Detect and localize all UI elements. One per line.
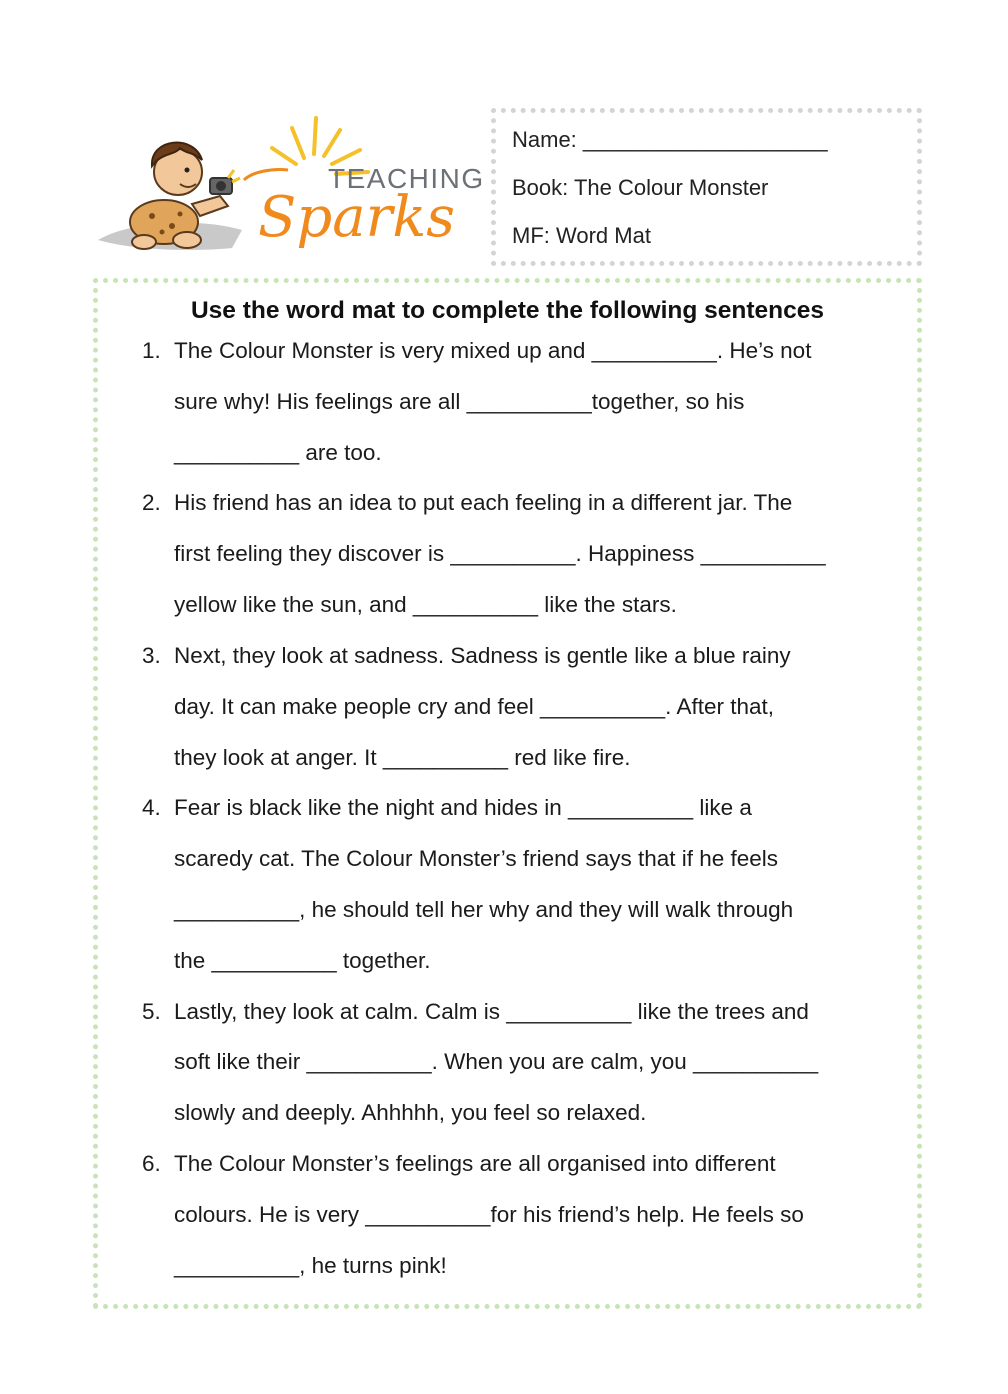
- sentence-line: the __________ together.: [174, 948, 431, 973]
- sentence-line: first feeling they discover is __________. Happiness __________: [174, 541, 826, 566]
- sentence-line: The Colour Monster is very mixed up and __________. He’s not: [174, 338, 812, 363]
- sentence-number: 2.: [142, 490, 161, 515]
- sentence-line: His friend has an idea to put each feeling in a different jar. The: [174, 490, 793, 515]
- swoosh-shape: [244, 169, 288, 180]
- sentence-line: Next, they look at sadness. Sadness is gentle like a blue rainy: [174, 643, 791, 668]
- sentence-line: day. It can make people cry and feel __________. After that,: [174, 694, 774, 719]
- sentence-number: 3.: [142, 643, 161, 668]
- sentence-line: __________, he turns pink!: [174, 1253, 447, 1278]
- teaching-sparks-logo: [92, 108, 482, 266]
- book-label: Book: The Colour Monster: [512, 175, 769, 200]
- sentence-number: 4.: [142, 795, 161, 820]
- sentence-number: 5.: [142, 999, 161, 1024]
- logo-teaching-text: TEACHING: [328, 163, 482, 194]
- student-info-box: [491, 108, 922, 266]
- sentence-line: scaredy cat. The Colour Monster’s friend says that if he feels: [174, 846, 779, 871]
- sentence-line: slowly and deeply. Ahhhhh, you feel so relaxed.: [174, 1100, 647, 1125]
- sentence-line: yellow like the sun, and __________ like the stars.: [174, 592, 677, 617]
- sentence-line: Lastly, they look at calm. Calm is __________ like the trees and: [174, 999, 809, 1024]
- sentence-line: sure why! His feelings are all __________together, so his: [174, 389, 745, 414]
- mf-label: MF: Word Mat: [512, 223, 651, 248]
- sentence-line: The Colour Monster’s feelings are all organised into different: [174, 1151, 776, 1176]
- sentence-line: __________, he should tell her why and they will walk through: [174, 897, 794, 922]
- sentence-line: Fear is black like the night and hides in __________ like a: [174, 795, 752, 820]
- logo-sparks-text: Sparks: [258, 185, 456, 250]
- sentence-line: soft like their __________. When you are calm, you __________: [174, 1049, 819, 1074]
- sentence-line: colours. He is very __________for his friend’s help. He feels so: [174, 1202, 804, 1227]
- worksheet-heading: Use the word mat to complete the following sentences: [190, 297, 825, 324]
- sentence-number: 6.: [142, 1151, 161, 1176]
- sentence-number: 1.: [142, 338, 161, 363]
- name-field[interactable]: Name: ____________________: [512, 127, 828, 152]
- sentence-line: __________ are too.: [174, 440, 382, 465]
- teaching-sparks-logo-graphic: [92, 108, 482, 266]
- sentence-line: they look at anger. It __________ red like fire.: [174, 745, 631, 770]
